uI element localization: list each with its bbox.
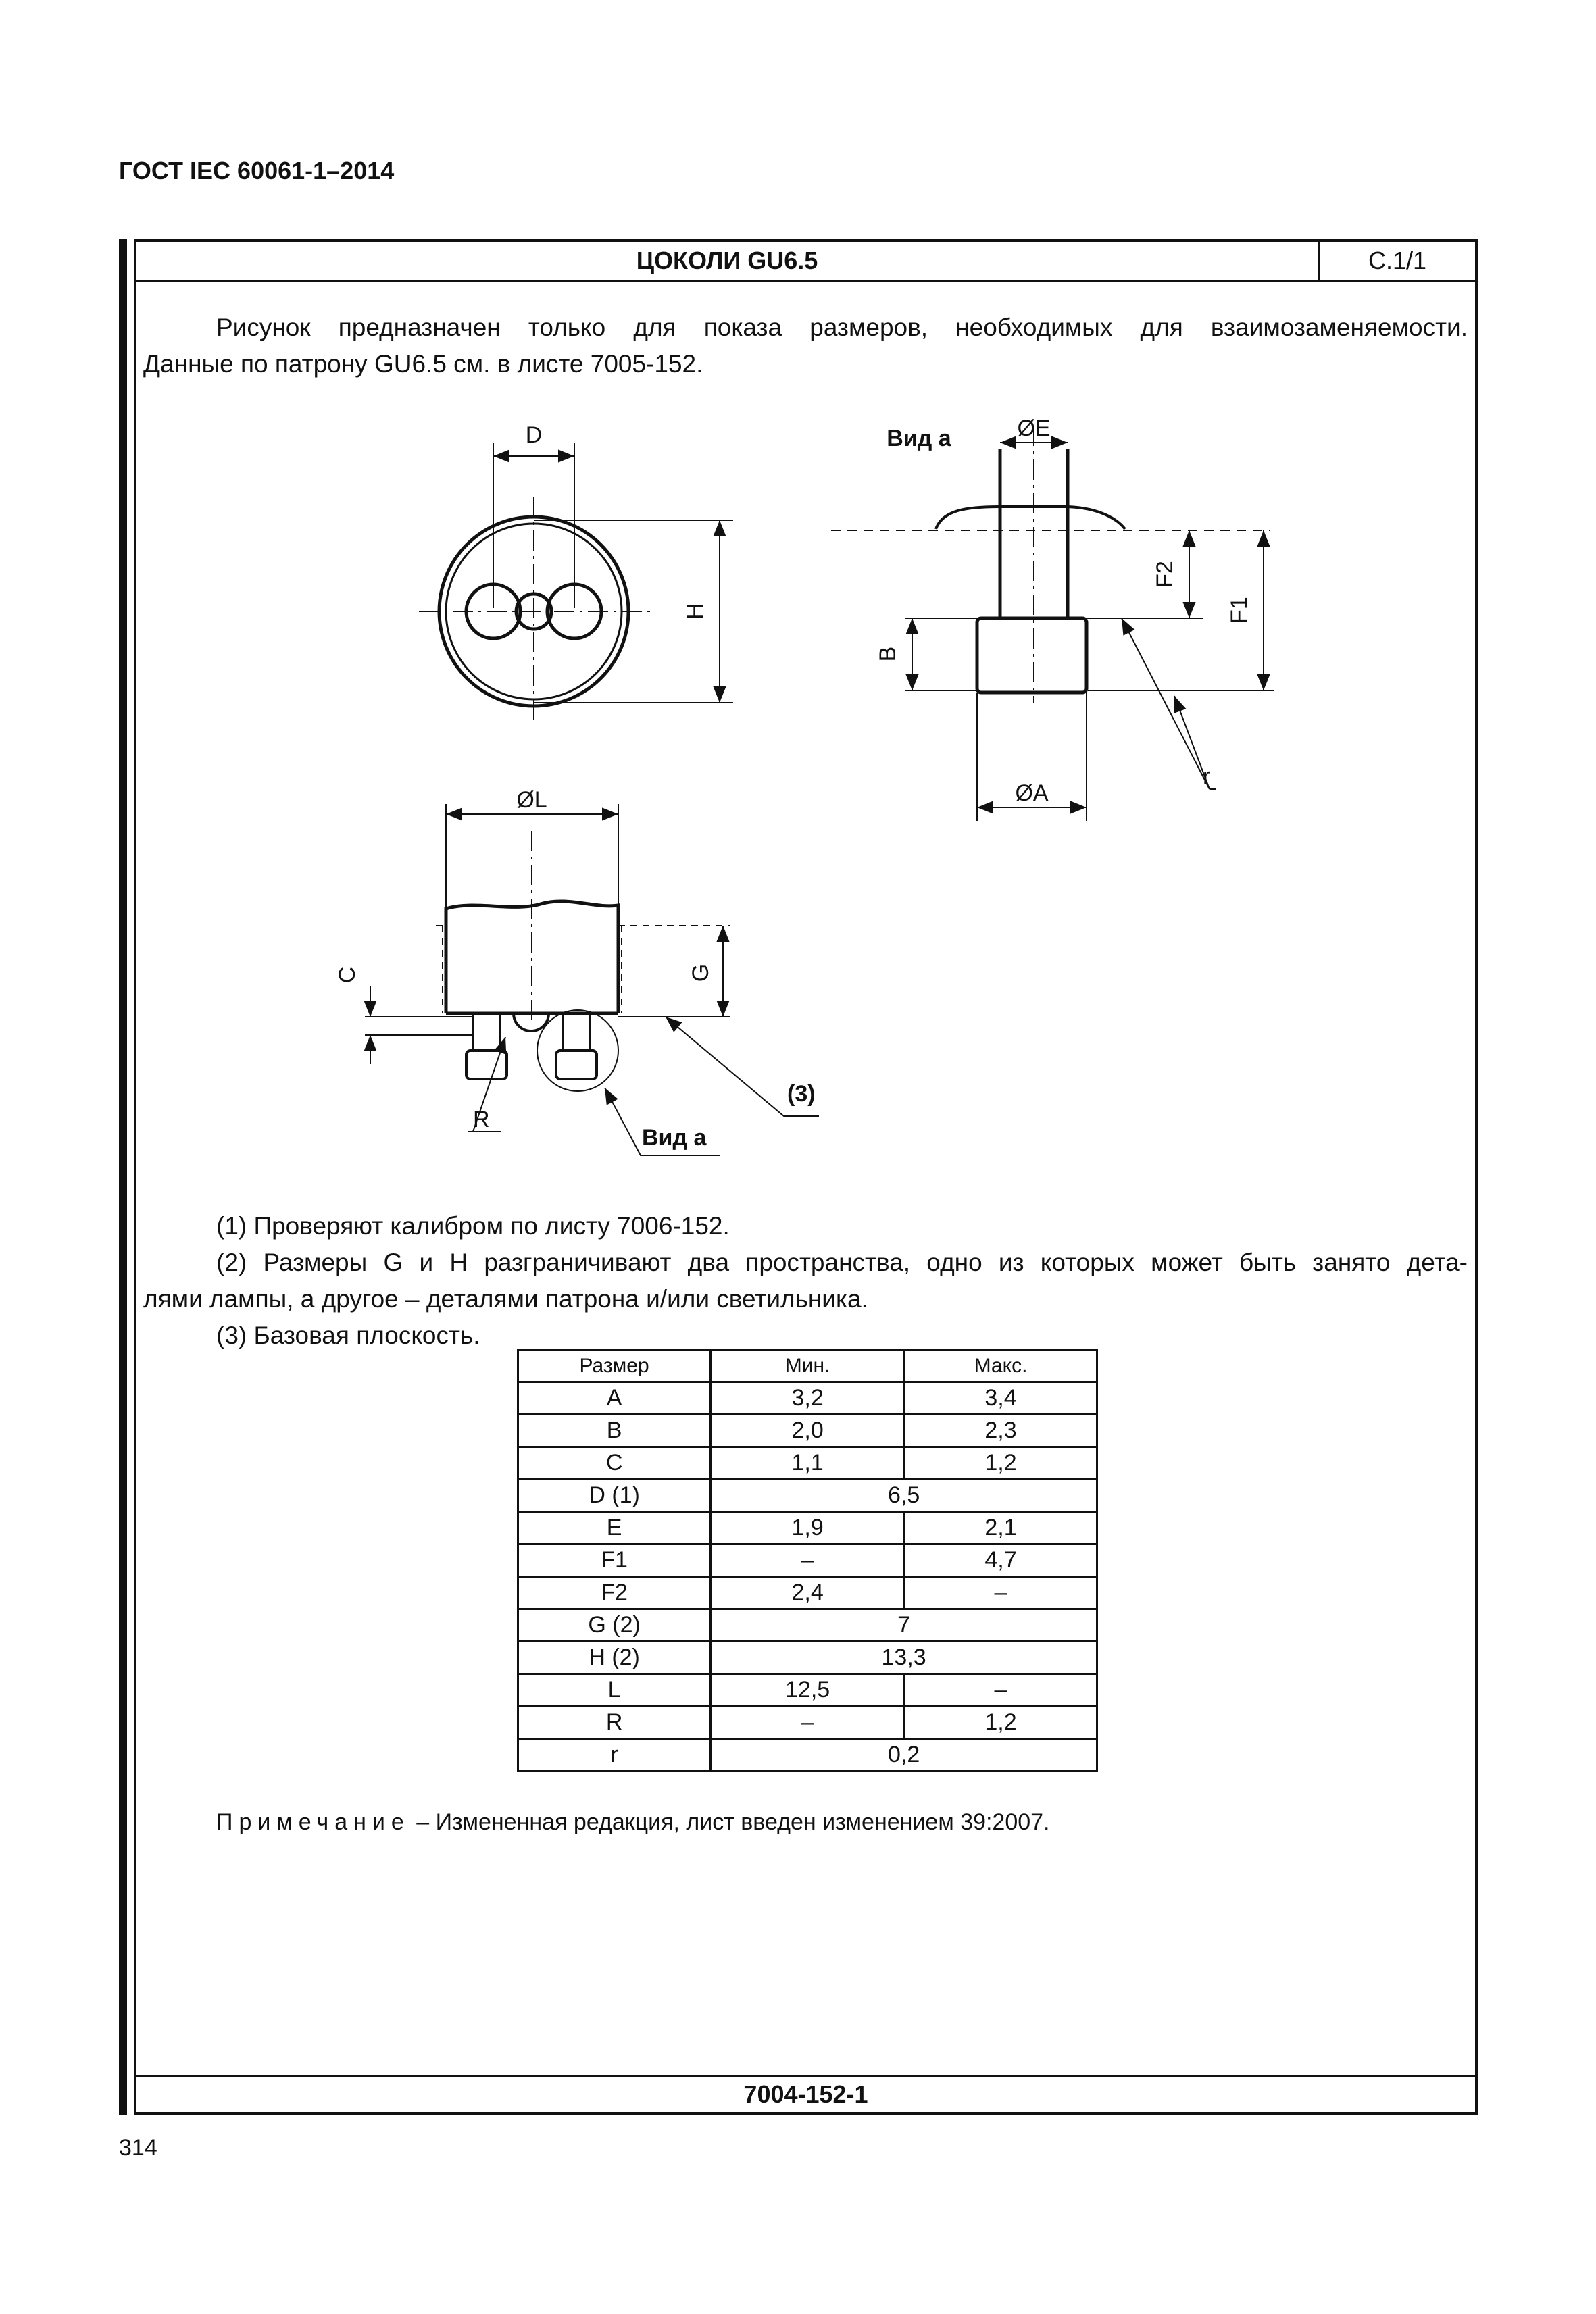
cell-min: 1,1 xyxy=(711,1447,905,1480)
cell-dimension: G (2) xyxy=(518,1609,711,1642)
notes-block xyxy=(143,1208,1468,1354)
dimensions-table xyxy=(517,1349,1098,1772)
label-dia-E: ØE xyxy=(1017,416,1051,441)
sheet-number: 7004-152-1 xyxy=(136,2075,1475,2112)
standard-designation: ГОСТ IEC 60061-1–2014 xyxy=(119,157,395,184)
cell-max: 1,2 xyxy=(905,1447,1097,1480)
cell-dimension: R xyxy=(518,1707,711,1739)
cell-max: 1,2 xyxy=(905,1707,1097,1739)
front-view xyxy=(419,422,733,723)
cell-dimension: F2 xyxy=(518,1577,711,1609)
cell-dimension: F1 xyxy=(518,1544,711,1577)
cell-dimension: L xyxy=(518,1674,711,1707)
table-row xyxy=(518,1577,1097,1609)
label-F2: F2 xyxy=(1152,561,1178,588)
cell-dimension: H (2) xyxy=(518,1642,711,1674)
label-B: B xyxy=(875,646,901,662)
note-1: (1) Проверяют калибром по листу 7006-152. xyxy=(216,1212,730,1240)
remark-prefix: Примечание xyxy=(216,1809,410,1835)
cell-min: 3,2 xyxy=(711,1382,905,1415)
label-note3: (3) xyxy=(787,1081,816,1107)
label-R: R xyxy=(473,1107,490,1132)
header-dimension: Размер xyxy=(518,1350,711,1382)
cell-dimension: A xyxy=(518,1382,711,1415)
note-3: (3) Базовая плоскость. xyxy=(216,1322,480,1349)
cell-min: 2,4 xyxy=(711,1577,905,1609)
intro-line-1: Рисунок предназначен только для показа размеров, необходимых для взаимозаменяемости. xyxy=(216,313,1468,341)
table-row xyxy=(518,1674,1097,1707)
cell-min: – xyxy=(711,1544,905,1577)
table-row xyxy=(518,1707,1097,1739)
remark xyxy=(216,1809,1050,1836)
remark-text: – Измененная редакция, лист введен изменением 39:2007. xyxy=(409,1809,1050,1835)
table-header-row xyxy=(518,1350,1097,1382)
cell-dimension: D (1) xyxy=(518,1480,711,1512)
table-row xyxy=(518,1382,1097,1415)
table-row xyxy=(518,1642,1097,1674)
table-row xyxy=(518,1609,1097,1642)
sheet-title: ЦОКОЛИ GU6.5 xyxy=(636,247,818,274)
note-2b: лями лампы, а другое – деталями патрона и/или светильника. xyxy=(143,1285,868,1313)
cell-value: 7 xyxy=(711,1609,1097,1642)
cell-max: – xyxy=(905,1577,1097,1609)
cell-dimension: C xyxy=(518,1447,711,1480)
cell-max: 2,3 xyxy=(905,1415,1097,1447)
label-view-a-bottom: Вид а xyxy=(642,1125,707,1151)
cell-min: – xyxy=(711,1707,905,1739)
cell-dimension: E xyxy=(518,1512,711,1544)
cell-dimension: r xyxy=(518,1739,711,1771)
sheet-reference: С.1/1 xyxy=(1368,247,1427,274)
cell-value: 0,2 xyxy=(711,1739,1097,1771)
label-D: D xyxy=(525,422,543,448)
cell-min: 12,5 xyxy=(711,1674,905,1707)
label-dia-L: ØL xyxy=(516,787,547,813)
header-min: Мин. xyxy=(711,1350,905,1382)
label-F1: F1 xyxy=(1226,597,1252,624)
header-max: Макс. xyxy=(905,1350,1097,1382)
table-row xyxy=(518,1447,1097,1480)
cell-max: – xyxy=(905,1674,1097,1707)
label-dia-A: ØA xyxy=(1015,780,1049,806)
cell-value: 6,5 xyxy=(711,1480,1097,1512)
label-r: r xyxy=(1203,763,1211,789)
cell-min: 1,9 xyxy=(711,1512,905,1544)
cell-max: 2,1 xyxy=(905,1512,1097,1544)
note-2a: (2) Размеры G и H разграничивают два пространства, одно из которых может быть занято дета- xyxy=(216,1249,1468,1276)
cell-max: 4,7 xyxy=(905,1544,1097,1577)
cell-dimension: B xyxy=(518,1415,711,1447)
table-row xyxy=(518,1544,1097,1577)
cell-value: 13,3 xyxy=(711,1642,1097,1674)
table-row xyxy=(518,1739,1097,1771)
view-a-detail xyxy=(831,416,1274,821)
label-C: C xyxy=(334,966,360,984)
page-number: 314 xyxy=(119,2135,157,2161)
table-row xyxy=(518,1415,1097,1447)
cell-max: 3,4 xyxy=(905,1382,1097,1415)
label-G: G xyxy=(688,963,714,982)
label-H: H xyxy=(682,603,708,620)
intro-line-2: Данные по патрону GU6.5 см. в листе 7005-152. xyxy=(143,350,703,378)
table-row xyxy=(518,1480,1097,1512)
side-view xyxy=(334,787,819,1155)
table-row xyxy=(518,1512,1097,1544)
cell-min: 2,0 xyxy=(711,1415,905,1447)
label-view-a-top: Вид а xyxy=(887,426,951,451)
